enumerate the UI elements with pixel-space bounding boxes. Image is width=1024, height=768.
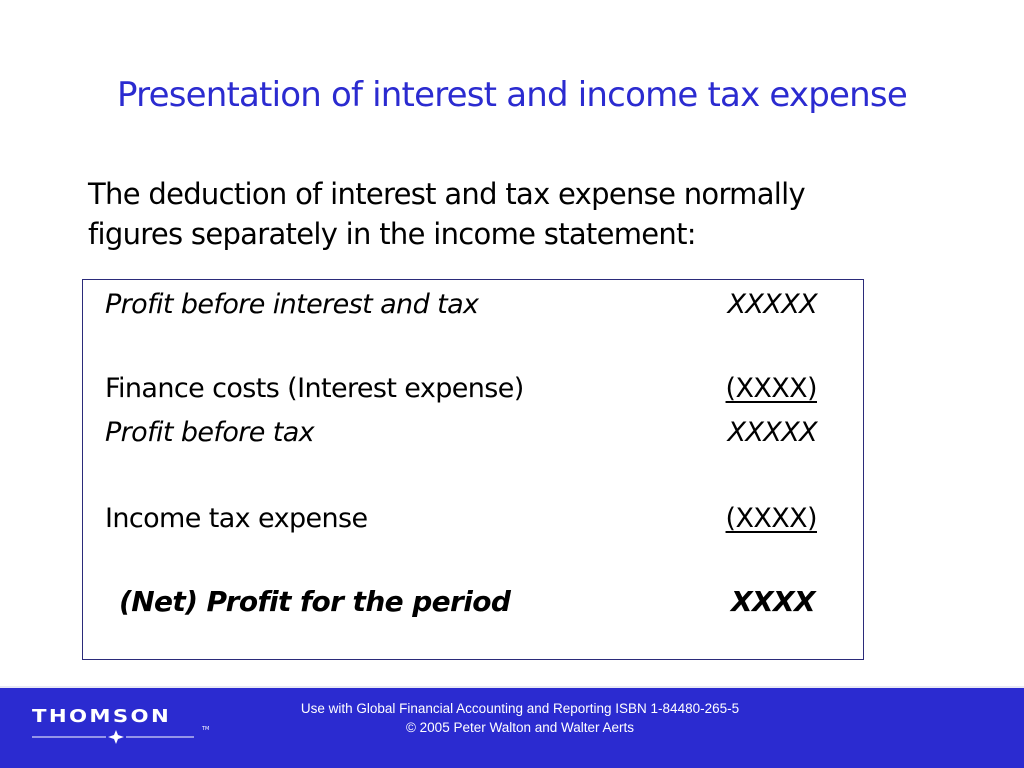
statement-row-value: (XXXX) [725, 373, 817, 404]
statement-row-label: Finance costs (Interest expense) [105, 373, 524, 404]
income-statement-box [82, 279, 864, 660]
intro-line-1: The deduction of interest and tax expense normally [88, 177, 805, 211]
statement-row-value: XXXXX [727, 289, 817, 320]
footer-line-2: © 2005 Peter Walton and Walter Aerts [405, 720, 635, 735]
statement-row-value: XXXX [731, 585, 815, 618]
statement-row-label: Profit before tax [105, 417, 315, 448]
logo-wordmark: THOMSON [32, 706, 172, 727]
intro-line-2: figures separately in the income statement: [88, 217, 696, 251]
statement-row-net-profit [83, 579, 865, 625]
footer-credits [230, 699, 810, 737]
footer-line-1: Use with Global Financial Accounting and Reporting ISBN 1-84480-265-5 [300, 701, 740, 716]
statement-row-label: (Net) Profit for the period [119, 585, 511, 618]
intro-paragraph [88, 174, 888, 254]
statement-row-profit-before-interest-and-tax [83, 282, 865, 328]
statement-row-income-tax-expense [83, 496, 865, 542]
statement-row-value: XXXXX [727, 417, 817, 448]
footer-bar [0, 688, 1024, 768]
thomson-logo [32, 706, 212, 746]
slide-title: Presentation of interest and income tax expense [117, 75, 907, 115]
statement-row-label: Income tax expense [105, 503, 368, 534]
statement-row-label: Profit before interest and tax [105, 289, 479, 320]
trademark-mark: TM [202, 726, 210, 732]
statement-row-finance-costs [83, 366, 865, 412]
statement-row-value: (XXXX) [725, 503, 817, 534]
star-line-icon [32, 730, 202, 744]
statement-row-profit-before-tax [83, 410, 865, 456]
